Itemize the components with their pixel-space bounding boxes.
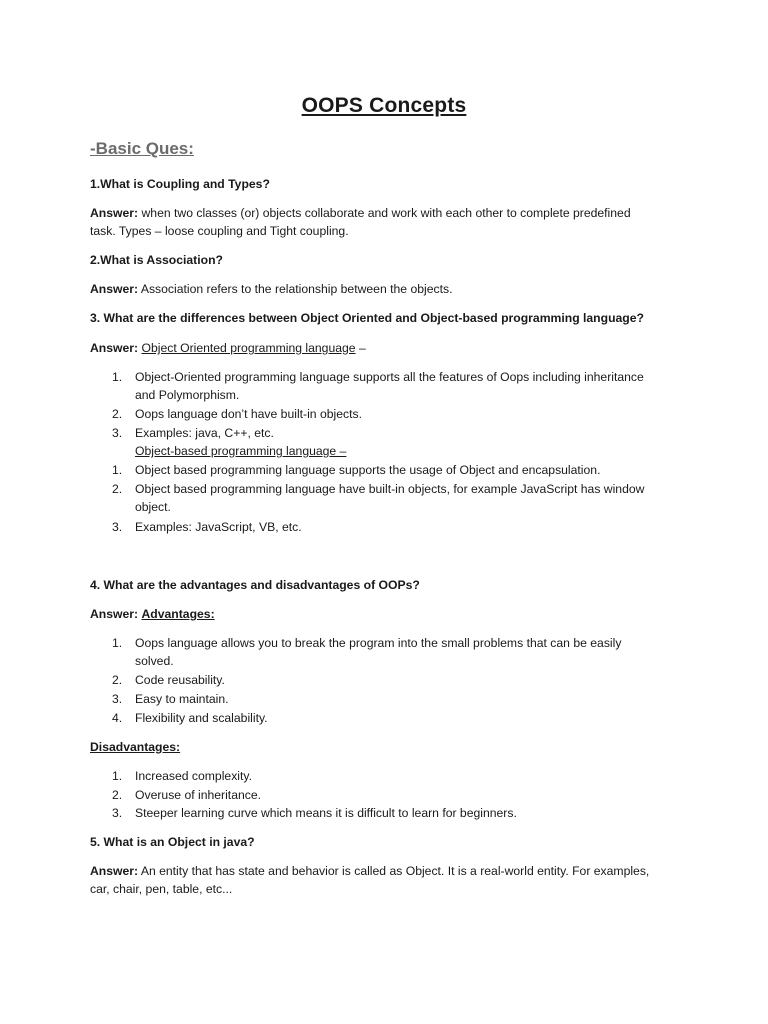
ob-item-3-number: 3. [112, 520, 123, 534]
disadvantage-3-number: 3. [112, 806, 123, 820]
question-4: 4. What are the advantages and disadvantages of OOPs? [90, 578, 420, 592]
ob-item-1-number: 1. [112, 463, 123, 477]
question-3: 3. What are the differences between Object Oriented and Object-based programming language? [90, 311, 644, 325]
section-heading: -Basic Ques: [90, 139, 194, 158]
answer-1-line-1 [90, 204, 631, 222]
oo-item-1-line-1: Object-Oriented programming language supports all the features of Oops including inheritance [135, 370, 644, 384]
ob-item-2-line-1: Object based programming language have built-in objects, for example JavaScript has window [135, 482, 645, 496]
disadvantage-1-number: 1. [112, 769, 123, 783]
advantage-1-line-1: Oops language allows you to break the program into the small problems that can be easily [135, 636, 622, 650]
ob-heading: Object-based programming language – [135, 444, 347, 458]
oo-item-2-line-1: Oops language don’t have built-in objects. [135, 407, 362, 421]
disadvantage-3-line-1: Steeper learning curve which means it is difficult to learn for beginners. [135, 806, 517, 820]
oo-item-2-number: 2. [112, 407, 123, 421]
advantage-1-number: 1. [112, 636, 123, 650]
oo-item-1-line-2: and Polymorphism. [135, 388, 240, 402]
answer-label: Answer: [90, 607, 139, 621]
answer-2-text: Association refers to the relationship between the objects. [140, 282, 453, 296]
answer-2 [90, 280, 452, 298]
ob-item-3-line-1: Examples: JavaScript, VB, etc. [135, 520, 302, 534]
advantage-2-line-1: Code reusability. [135, 673, 225, 687]
advantages-label: Advantages: [141, 607, 215, 621]
answer-5-line-2: car, chair, pen, table, etc... [90, 882, 233, 896]
advantage-1-line-2: solved. [135, 654, 174, 668]
oo-item-3-line-1: Examples: java, C++, etc. [135, 426, 274, 440]
ob-item-1-line-1: Object based programming language supports the usage of Object and encapsulation. [135, 463, 601, 477]
advantage-2-number: 2. [112, 673, 123, 687]
disadvantage-2-line-1: Overuse of inheritance. [135, 788, 262, 802]
oo-item-3-number: 3. [112, 426, 123, 440]
question-1: 1.What is Coupling and Types? [90, 177, 270, 191]
disadvantage-1-line-1: Increased complexity. [135, 769, 252, 783]
answer-label: Answer: [90, 206, 139, 220]
question-5: 5. What is an Object in java? [90, 835, 255, 849]
ob-item-2-line-2: object. [135, 500, 171, 514]
advantage-3-line-1: Easy to maintain. [135, 692, 229, 706]
advantage-3-number: 3. [112, 692, 123, 706]
answer-label: Answer: [90, 864, 139, 878]
oo-heading: Object Oriented programming language [141, 341, 356, 355]
answer-4-heading [90, 605, 215, 623]
oo-dash: – [358, 341, 366, 355]
disadvantage-2-number: 2. [112, 788, 123, 802]
question-2: 2.What is Association? [90, 253, 223, 267]
answer-5-text: An entity that has state and behavior is called as Object. It is a real-world entity. For examples, [140, 864, 650, 878]
disadvantages-label: Disadvantages: [90, 740, 181, 754]
page-title: OOPS Concepts [301, 94, 467, 117]
answer-label: Answer: [90, 282, 139, 296]
ob-item-2-number: 2. [112, 482, 123, 496]
advantage-4-number: 4. [112, 711, 123, 725]
answer-5-line-1 [90, 862, 649, 880]
answer-1-text: when two classes (or) objects collaborate and work with each other to complete predefined [141, 206, 631, 220]
answer-label: Answer: [90, 341, 139, 355]
oo-item-1-number: 1. [112, 370, 123, 384]
answer-3-heading [90, 339, 366, 357]
advantage-4-line-1: Flexibility and scalability. [135, 711, 268, 725]
answer-1-line-2: task. Types – loose coupling and Tight coupling. [90, 224, 349, 238]
